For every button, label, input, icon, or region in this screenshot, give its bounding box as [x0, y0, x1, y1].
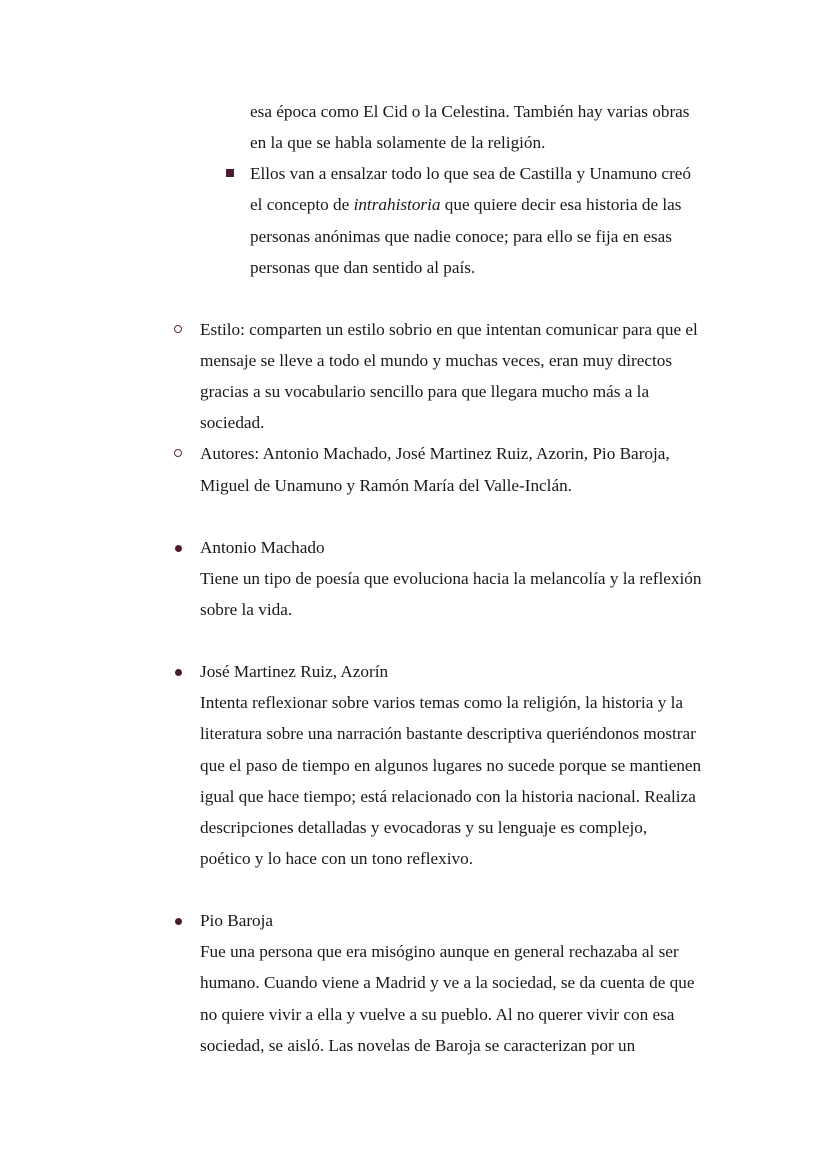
text-line: en la que se habla solamente de la religión.	[250, 133, 546, 152]
author-heading: Antonio Machado	[200, 538, 325, 557]
text-line	[250, 195, 727, 215]
ring-bullet-icon	[174, 325, 182, 333]
text-line: descripciones detalladas y evocadoras y su lenguaje es complejo,	[200, 818, 648, 837]
text-line: literatura sobre una narración bastante descriptiva queriéndonos mostrar	[200, 724, 696, 743]
text-line: Miguel de Unamuno y Ramón María del Valle-Inclán.	[200, 476, 572, 495]
text-line: Fue una persona que era misógino aunque en general rechazaba al ser	[200, 942, 679, 961]
italic-term: intrahistoria	[353, 195, 441, 214]
text-line: Intenta reflexionar sobre varios temas como la religión, la historia y la	[200, 693, 683, 712]
text-line: sociedad.	[200, 413, 265, 432]
text-line: Autores: Antonio Machado, José Martinez Ruiz, Azorin, Pio Baroja,	[200, 444, 670, 463]
text-line: personas que dan sentido al país.	[250, 258, 476, 277]
author-heading: Pio Baroja	[200, 911, 274, 930]
bullet-dot-icon	[175, 918, 182, 925]
text-line: poético y lo hace con un tono reflexivo.	[200, 849, 474, 868]
bullet-dot-icon	[175, 545, 182, 552]
text-line: Estilo: comparten un estilo sobrio en que intentan comunicar para que el	[200, 320, 698, 339]
ring-bullet-icon	[174, 449, 182, 457]
text-run: que quiere decir esa historia de las	[440, 195, 682, 214]
text-run: el concepto de	[250, 195, 354, 214]
text-line: igual que hace tiempo; está relacionado con la historia nacional. Realiza	[200, 787, 696, 806]
text-line: humano. Cuando viene a Madrid y ve a la sociedad, se da cuenta de que	[200, 973, 695, 992]
text-line: no quiere vivir a ella y vuelve a su pueblo. Al no querer vivir con esa	[200, 1005, 675, 1024]
author-heading: José Martinez Ruiz, Azorín	[200, 662, 389, 681]
text-line: mensaje se lleve a todo el mundo y muchas veces, eran muy directos	[200, 351, 673, 370]
bullet-dot-icon	[175, 669, 182, 676]
square-bullet-icon	[226, 169, 234, 177]
text-line: gracias a su vocabulario sencillo para que llegara mucho más a la	[200, 382, 650, 401]
text-line: sociedad, se aisló. Las novelas de Baroja se caracterizan por un	[200, 1036, 636, 1055]
text-line: esa época como El Cid o la Celestina. También hay varias obras	[250, 102, 690, 121]
text-line: que el paso de tiempo en algunos lugares no sucede porque se mantienen	[200, 756, 702, 775]
text-line: sobre la vida.	[200, 600, 293, 619]
text-line: Tiene un tipo de poesía que evoluciona hacia la melancolía y la reflexión	[200, 569, 702, 588]
text-line: Ellos van a ensalzar todo lo que sea de Castilla y Unamuno creó	[250, 164, 692, 183]
text-line: personas anónimas que nadie conoce; para ello se fija en esas	[250, 227, 672, 246]
